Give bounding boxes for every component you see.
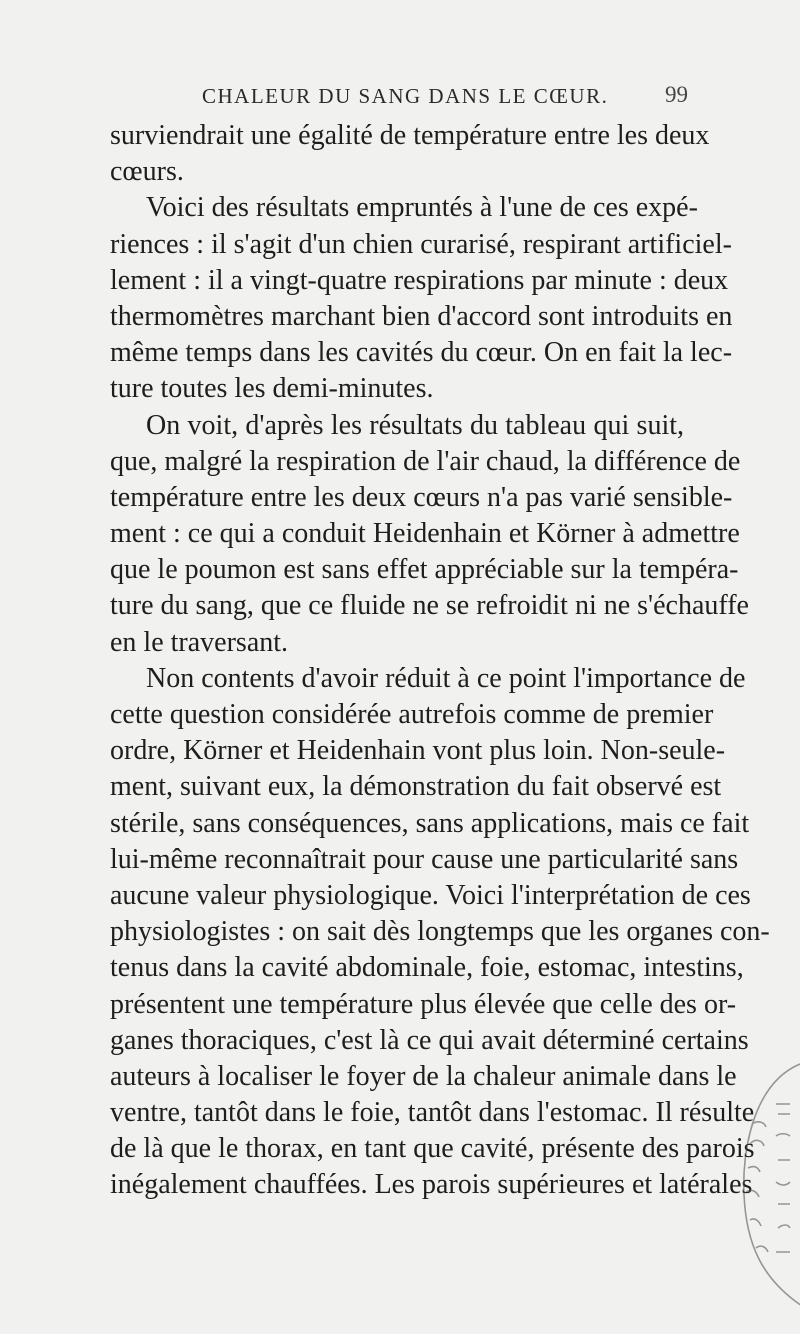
text-line: même temps dans les cavités du cœur. On en fait la lec- [110,337,733,369]
text-line: que, malgré la respiration de l'air chaud, la différence de [110,445,741,477]
text-line: aucune valeur physiologique. Voici l'interprétation de ces [110,879,751,911]
text-line: surviendrait une égalité de température entre les deux [110,120,710,151]
text-line: lement : il a vingt-quatre respirations par minute : deux [110,264,729,296]
running-head [110,84,710,114]
text-line: auteurs à localiser le foyer de la chaleur animale dans le [110,1060,737,1092]
text-line: que le poumon est sans effet appréciable sur la tempéra- [110,554,739,586]
text-line: ture toutes les demi-minutes. [110,373,434,405]
text-line: cœurs. [110,156,184,188]
text-line: Non contents d'avoir réduit à ce point l'importance de [146,662,746,694]
text-line: tenus dans la cavité abdominale, foie, estomac, intestins, [110,952,744,984]
text-line: lui-même reconnaîtrait pour cause une particularité sans [110,843,739,875]
page-number: 99 [665,82,688,107]
text-line: cette question considérée autrefois comme de premier [110,699,714,730]
text-line: température entre les deux cœurs n'a pas varié sensible- [110,481,733,513]
text-line: en le traversant. [110,626,289,658]
body-text [110,118,770,1204]
text-line: On voit, d'après les résultats du tableau qui suit, [146,409,684,441]
text-line: de là que le thorax, en tant que cavité, présente des parois [110,1133,755,1165]
text-line: physiologistes : on sait dès longtemps que les organes con- [110,916,770,948]
text-line: ment, suivant eux, la démonstration du fait observé est [110,771,722,803]
text-line: ture du sang, que ce fluide ne se refroidit ni ne s'échauffe [110,590,749,622]
text-line: ordre, Körner et Heidenhain vont plus loin. Non-seule- [110,735,726,767]
running-title: CHALEUR DU SANG DANS LE CŒUR. [202,84,609,108]
text-line: thermomètres marchant bien d'accord sont introduits en [110,300,733,332]
text-line: ganes thoraciques, c'est là ce qui avait déterminé certains [110,1024,749,1056]
library-stamp [732,1044,800,1314]
text-line: stérile, sans conséquences, sans applications, mais ce fait [110,807,750,839]
text-line: Voici des résultats empruntés à l'une de ces expé- [146,192,698,224]
text-line: présentent une température plus élevée que celle des or- [110,988,737,1020]
text-line: ventre, tantôt dans le foie, tantôt dans l'estomac. Il résulte [110,1097,755,1129]
text-line: inégalement chauffées. Les parois supérieures et latérales [110,1169,753,1201]
text-line: riences : il s'agit d'un chien curarisé, respirant artificiel- [110,228,732,260]
text-line: ment : ce qui a conduit Heidenhain et Körner à admettre [110,518,740,550]
